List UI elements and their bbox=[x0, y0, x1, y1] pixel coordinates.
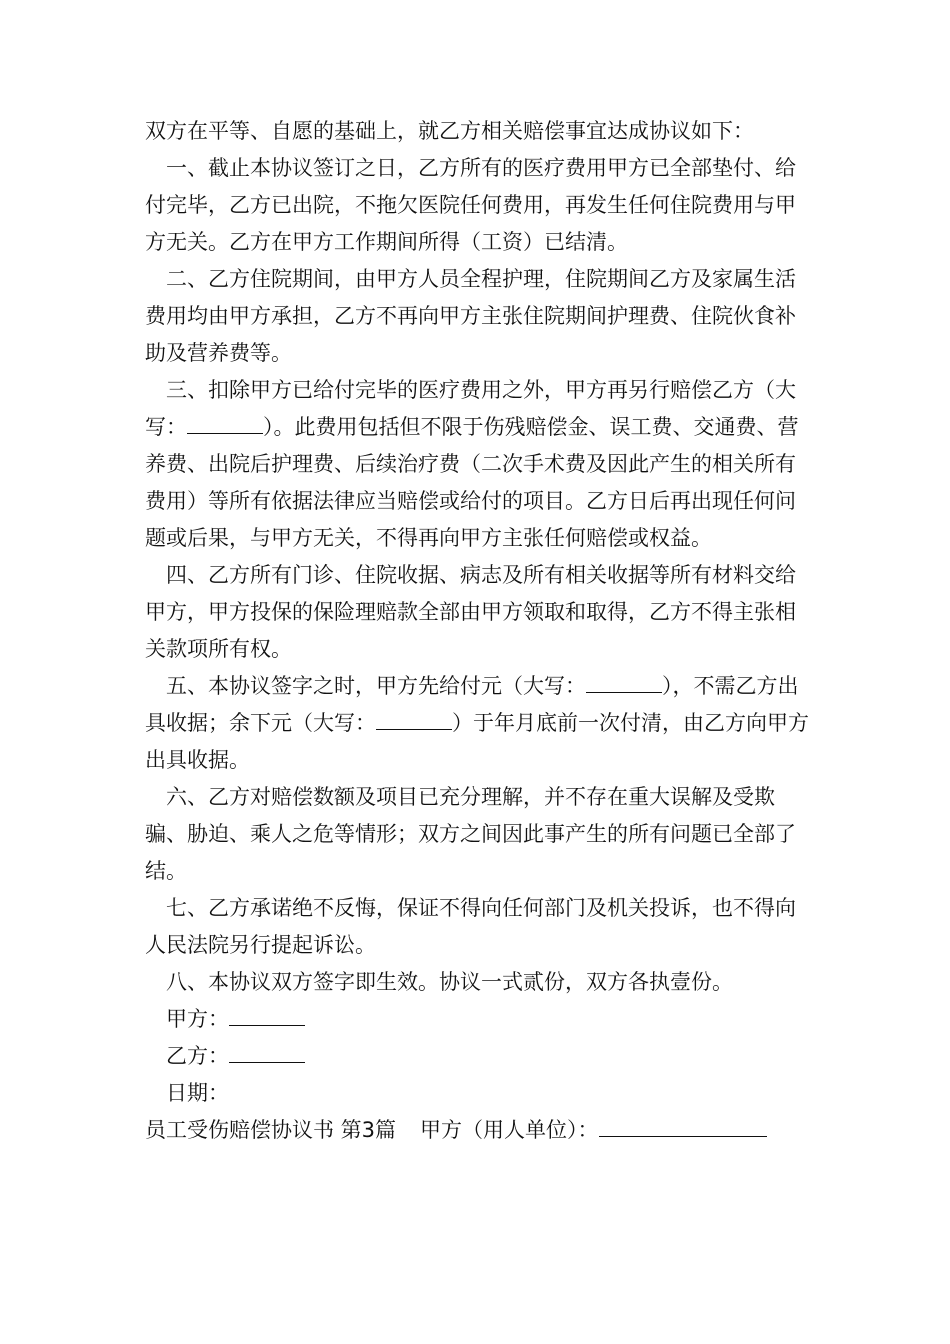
remaining-payment-blank bbox=[376, 708, 452, 730]
clause-5-text-a: 五、本协议签字之时，甲方先给付元（大写： bbox=[166, 674, 586, 698]
clause-6: 六、乙方对赔偿数额及项目已充分理解，并不存在重大误解及受欺骗、胁迫、乘人之危等情形；双方之间因此事产生的所有问题已全部了结。 bbox=[145, 785, 796, 883]
document-body bbox=[145, 113, 810, 1149]
party-a-signature-line bbox=[145, 1001, 810, 1038]
employer-blank bbox=[599, 1115, 767, 1137]
clause-8: 八、本协议双方签字即生效。协议一式贰份，双方各执壹份。 bbox=[166, 970, 733, 994]
party-b-signature-line bbox=[145, 1038, 810, 1075]
clause-4: 四、乙方所有门诊、住院收据、病志及所有相关收据等所有材料交给甲方，甲方投保的保险理赔款全部由甲方领取和取得，乙方不得主张相关款项所有权。 bbox=[145, 563, 796, 661]
intro-paragraph: 双方在平等、自愿的基础上，就乙方相关赔偿事宜达成协议如下： bbox=[145, 119, 754, 143]
party-a-blank bbox=[229, 1004, 305, 1026]
next-section-title: 员工受伤赔偿协议书 第3篇 bbox=[145, 1118, 397, 1142]
clause-5-text-b: ），不需乙方出具收据；余下元（大写： bbox=[145, 674, 799, 735]
first-payment-blank bbox=[586, 671, 662, 693]
party-b-blank bbox=[229, 1041, 305, 1063]
clause-3 bbox=[145, 372, 810, 557]
amount-blank bbox=[187, 412, 263, 434]
party-a-label: 甲方： bbox=[166, 1007, 229, 1031]
date-line bbox=[145, 1075, 810, 1112]
party-b-label: 乙方： bbox=[166, 1044, 229, 1068]
employer-label: 甲方（用人单位）： bbox=[420, 1118, 599, 1142]
clause-5-text-c: ）于年月底前一次付清，由乙方向甲方出具收据。 bbox=[145, 711, 809, 772]
clause-3-text-b: ）。此费用包括但不限于伤残赔偿金、误工费、交通费、营养费、出院后护理费、后续治疗费（二次手术费及因此产生的相关所有费用）等所有依据法律应当赔偿或给付的项目。乙方日后再出现任何问题或后果，与甲方无关，不得再向甲方主张任何赔偿或权益。 bbox=[145, 415, 799, 550]
clause-1: 一、截止本协议签订之日，乙方所有的医疗费用甲方已全部垫付、给付完毕，乙方已出院，不拖欠医院任何费用，再发生任何住院费用与甲方无关。乙方在甲方工作期间所得（工资）已结清。 bbox=[145, 156, 796, 254]
clause-3-text-a: 三、扣除甲方已给付完毕的医疗费用之外，甲方再另行赔偿乙方（大写： bbox=[145, 378, 796, 439]
clause-5 bbox=[145, 668, 810, 779]
clause-2: 二、乙方住院期间，由甲方人员全程护理，住院期间乙方及家属生活费用均由甲方承担，乙方不再向甲方主张住院期间护理费、住院伙食补助及营养费等。 bbox=[145, 267, 796, 365]
date-label: 日期： bbox=[166, 1081, 229, 1105]
next-section-line bbox=[145, 1112, 810, 1149]
clause-7: 七、乙方承诺绝不反悔，保证不得向任何部门及机关投诉，也不得向人民法院另行提起诉讼。 bbox=[145, 896, 796, 957]
